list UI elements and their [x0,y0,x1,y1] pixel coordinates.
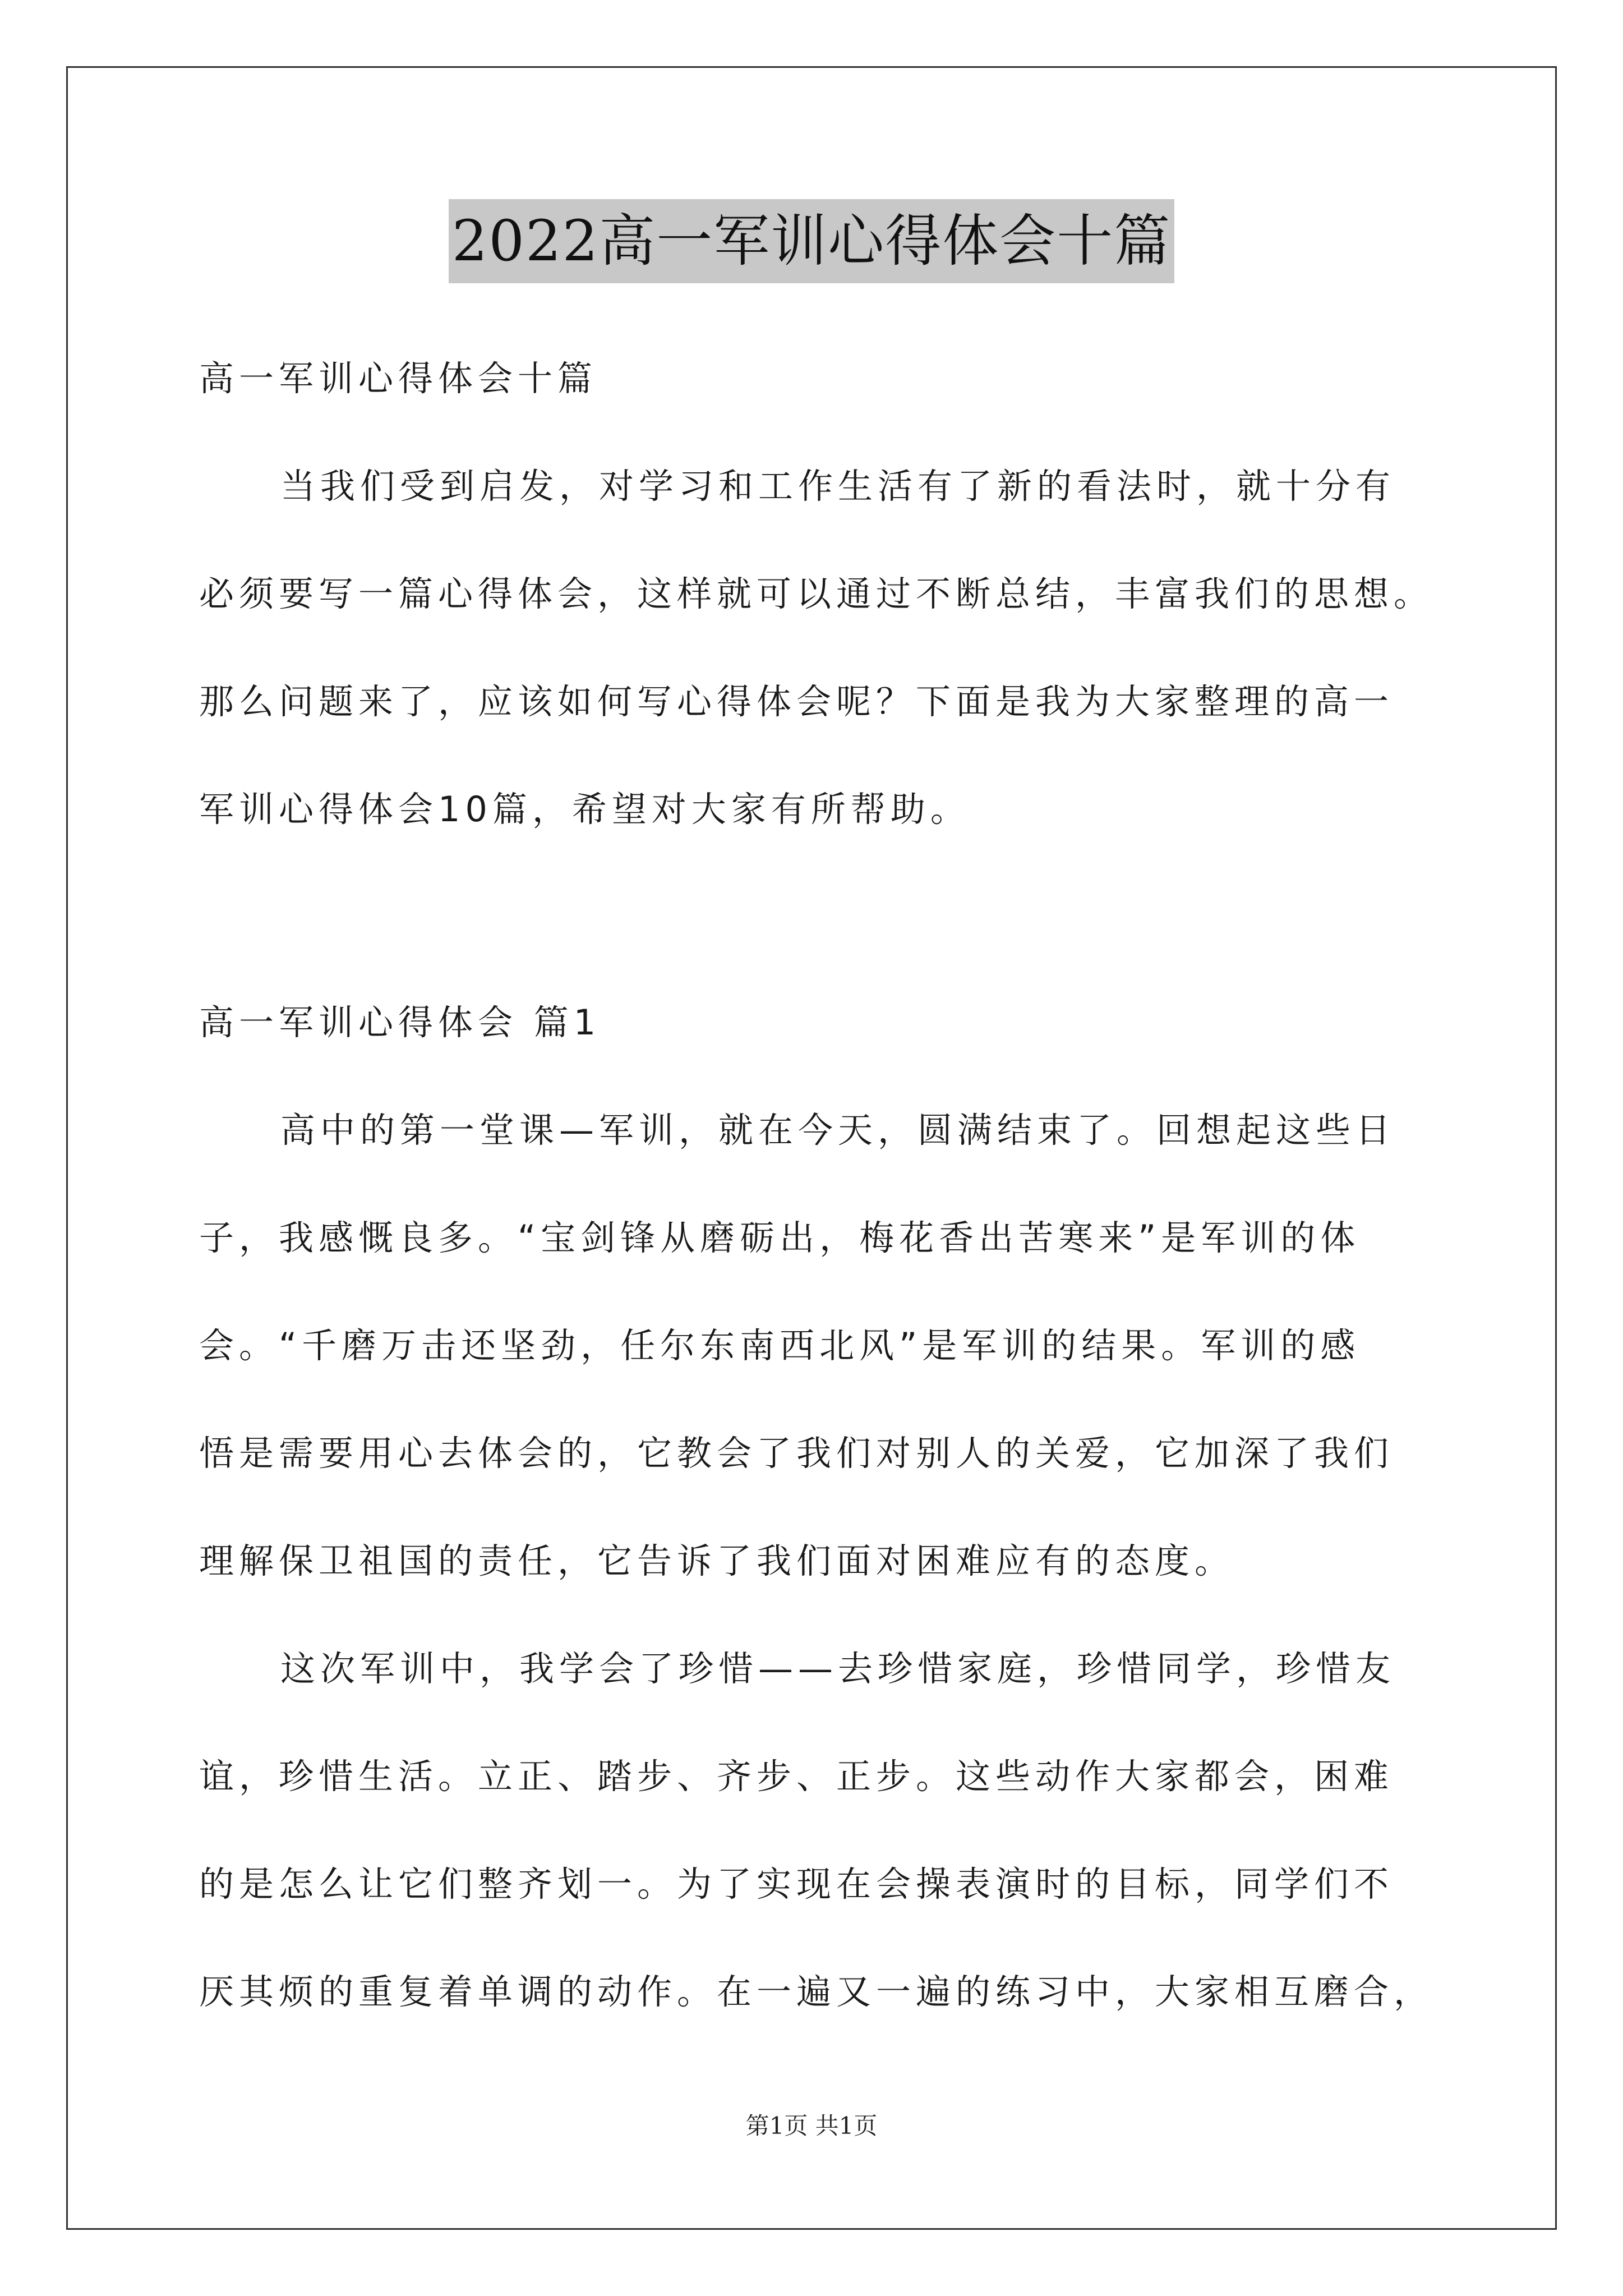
para1-line-2: 子，我感慨良多。“宝剑锋从磨砺出，梅花香出苦寒来”是军训的体 [199,1217,1361,1258]
document-subtitle: 高一军训心得体会十篇 [199,358,598,399]
document-title: 2022高一军训心得体会十篇 [449,199,1175,283]
para2-line-2: 谊，珍惜生活。立正、踏步、齐步、正步。这些动作大家都会，困难 [199,1756,1394,1797]
para1-line-4: 悟是需要用心去体会的，它教会了我们对别人的关爱，它加深了我们 [199,1433,1394,1474]
para2-line-3: 的是怎么让它们整齐划一。为了实现在会操表演时的目标，同学们不 [199,1864,1394,1904]
para2-line-4: 厌其烦的重复着单调的动作。在一遍又一遍的练习中，大家相互磨合， [199,1971,1434,2012]
para1-line-1: 高中的第一堂课—军训，就在今天，圆满结束了。回想起这些日 [280,1110,1396,1151]
intro-line-2: 必须要写一篇心得体会，这样就可以通过不断总结，丰富我们的思想。 [199,573,1434,614]
intro-line-3: 那么问题来了，应该如何写心得体会呢？下面是我为大家整理的高一 [199,681,1394,722]
page-footer: 第1页 共1页 [745,2112,878,2139]
section-heading: 高一军训心得体会 篇1 [199,1002,601,1043]
intro-line-4: 军训心得体会10篇，希望对大家有所帮助。 [199,789,970,830]
para1-line-5: 理解保卫祖国的责任，它告诉了我们面对困难应有的态度。 [199,1540,1235,1581]
para2-line-1: 这次军训中，我学会了珍惜——去珍惜家庭，珍惜同学，珍惜友 [280,1648,1396,1689]
para1-line-3: 会。“千磨万击还坚劲，任尔东南西北风”是军训的结果。军训的感 [199,1325,1361,1366]
intro-line-1: 当我们受到启发，对学习和工作生活有了新的看法时，就十分有 [280,466,1396,507]
title-container [0,199,1623,283]
